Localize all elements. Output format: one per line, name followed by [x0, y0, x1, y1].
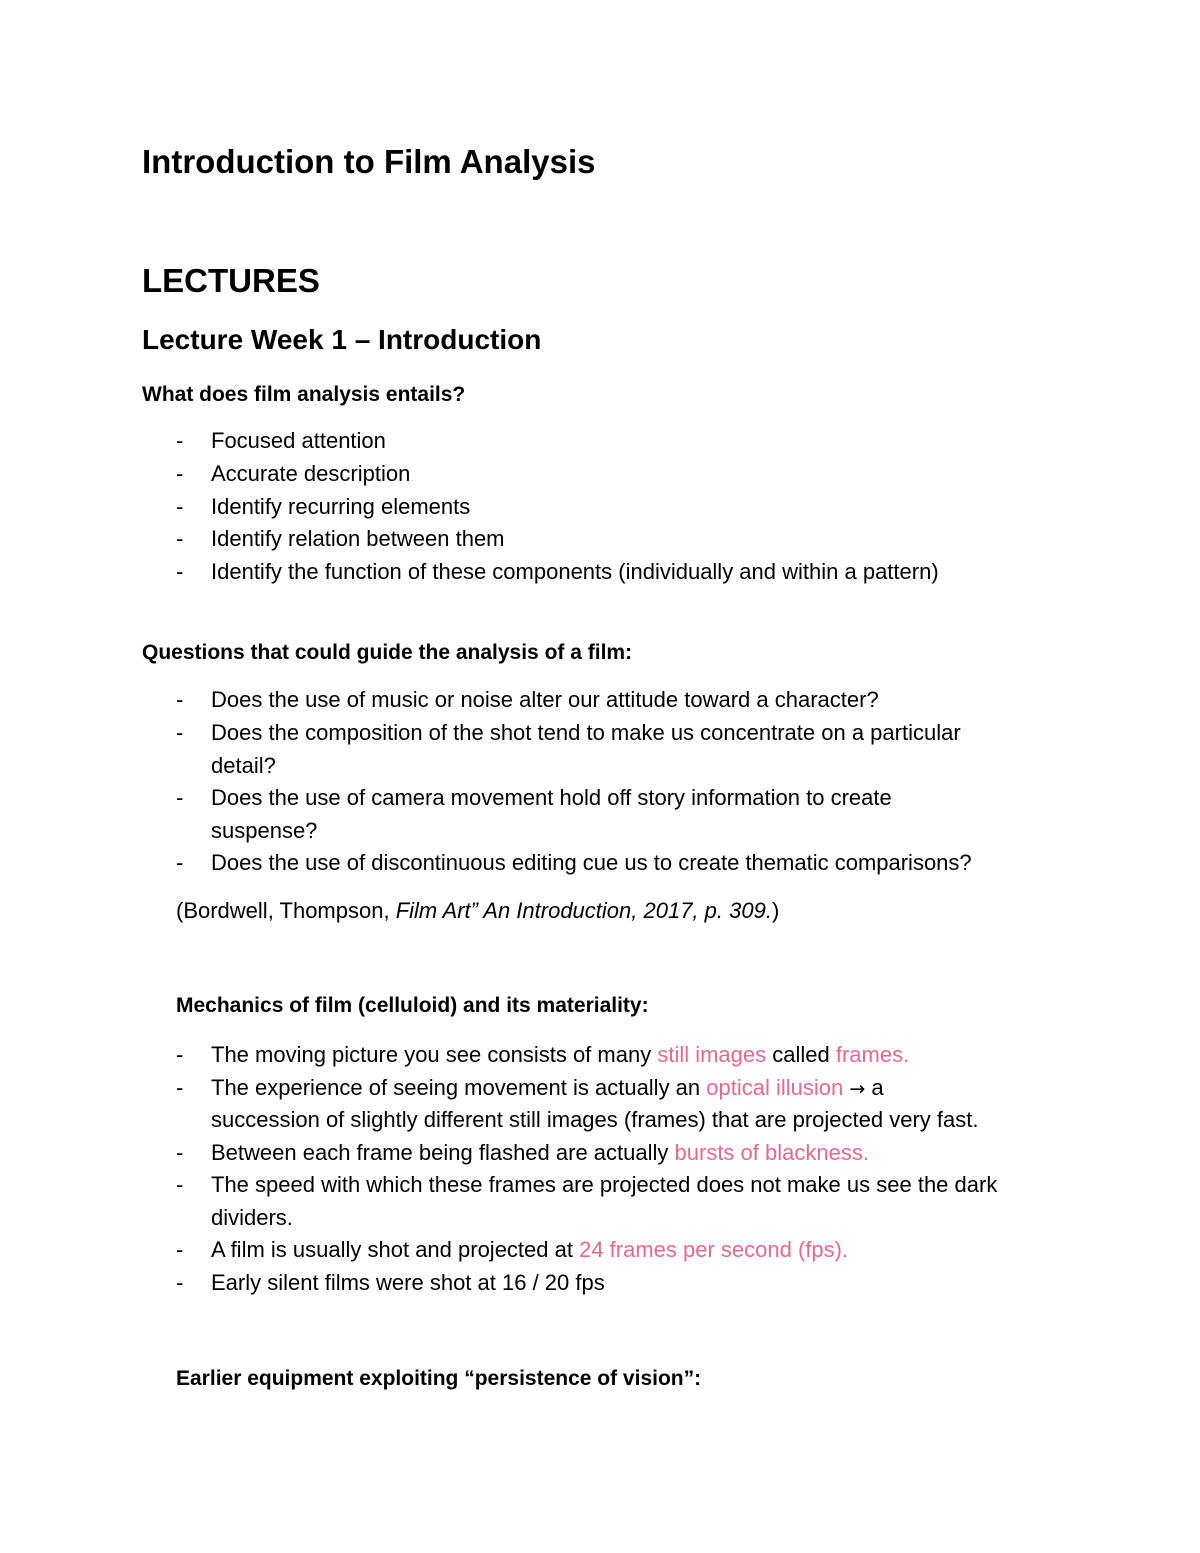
highlight-text: 24 frames per second (fps): [579, 1237, 842, 1262]
bullet-dash: -: [176, 720, 184, 745]
list-item: Does the use of music or noise alter our attitude toward a character?: [211, 687, 879, 712]
text-run: .: [842, 1237, 849, 1262]
bullet-dash: -: [176, 1172, 184, 1197]
text-run: called: [766, 1042, 836, 1067]
highlight-text: frames: [835, 1042, 904, 1067]
bullet-dash: -: [176, 559, 184, 584]
bullet-dash: -: [176, 428, 184, 453]
bullet-dash: -: [176, 850, 184, 875]
list-item: Does the composition of the shot tend to make us concentrate on a particular: [211, 720, 961, 745]
list-item: The speed with which these frames are projected does not make us see the dark: [211, 1172, 998, 1197]
text-run: Between each frame being flashed are actually: [211, 1140, 675, 1165]
bullet-dash: -: [176, 1075, 184, 1100]
mechanics-heading: Mechanics of film (celluloid) and its materiality:: [176, 994, 649, 1017]
bullet-dash: -: [176, 1140, 184, 1165]
list-item: Does the use of discontinuous editing cue us to create thematic comparisons?: [211, 850, 972, 875]
list-item: [211, 1042, 909, 1068]
text-run: The moving picture you see consists of many: [211, 1042, 658, 1067]
citation-title: Film Art” An Introduction, 2017, p. 309.: [395, 898, 772, 923]
list-item: Does the use of camera movement hold off story information to create: [211, 785, 892, 810]
guide-questions-heading: Questions that could guide the analysis of a film:: [142, 641, 633, 664]
text-run: .: [862, 1140, 869, 1165]
highlight-text: optical illusion: [706, 1075, 844, 1100]
analysis-question-heading: What does film analysis entails?: [142, 383, 466, 406]
bullet-dash: -: [176, 687, 184, 712]
citation: [176, 898, 779, 924]
text-run: The experience of seeing movement is actually an: [211, 1075, 707, 1100]
list-item: [211, 1075, 884, 1101]
list-item: Focused attention: [211, 428, 386, 453]
list-item-continuation: detail?: [211, 753, 276, 778]
citation-prefix: (Bordwell, Thompson,: [176, 898, 396, 923]
highlight-text: still images: [657, 1042, 767, 1067]
text-run: .: [903, 1042, 910, 1067]
bullet-dash: -: [176, 785, 184, 810]
citation-suffix: ): [771, 898, 780, 923]
bullet-dash: -: [176, 1237, 184, 1262]
arrow-right-icon: →: [849, 1078, 866, 1100]
equipment-heading: Earlier equipment exploiting “persistence of vision”:: [176, 1367, 702, 1390]
bullet-dash: -: [176, 1270, 184, 1295]
bullet-dash: -: [176, 526, 184, 551]
lecture-heading: Lecture Week 1 – Introduction: [142, 324, 542, 355]
list-item-continuation: succession of slightly different still images (frames) that are projected very fast.: [211, 1107, 979, 1132]
bullet-dash: -: [176, 461, 184, 486]
text-run: A film is usually shot and projected at: [211, 1237, 580, 1262]
list-item: Identify recurring elements: [211, 494, 471, 519]
bullet-dash: -: [176, 1042, 184, 1067]
list-item: Early silent films were shot at 16 / 20 fps: [211, 1270, 605, 1295]
list-item-continuation: dividers.: [211, 1205, 293, 1230]
bullet-dash: -: [176, 494, 184, 519]
text-run: a: [865, 1075, 884, 1100]
list-item: Identify the function of these components (individually and within a pattern): [211, 559, 939, 584]
list-item: [211, 1237, 848, 1263]
list-item: Accurate description: [211, 461, 411, 486]
section-heading: LECTURES: [142, 262, 320, 299]
list-item: Identify relation between them: [211, 526, 505, 551]
list-item: [211, 1140, 869, 1166]
document-title: Introduction to Film Analysis: [142, 143, 596, 180]
highlight-text: bursts of blackness: [674, 1140, 863, 1165]
list-item-continuation: suspense?: [211, 818, 318, 843]
